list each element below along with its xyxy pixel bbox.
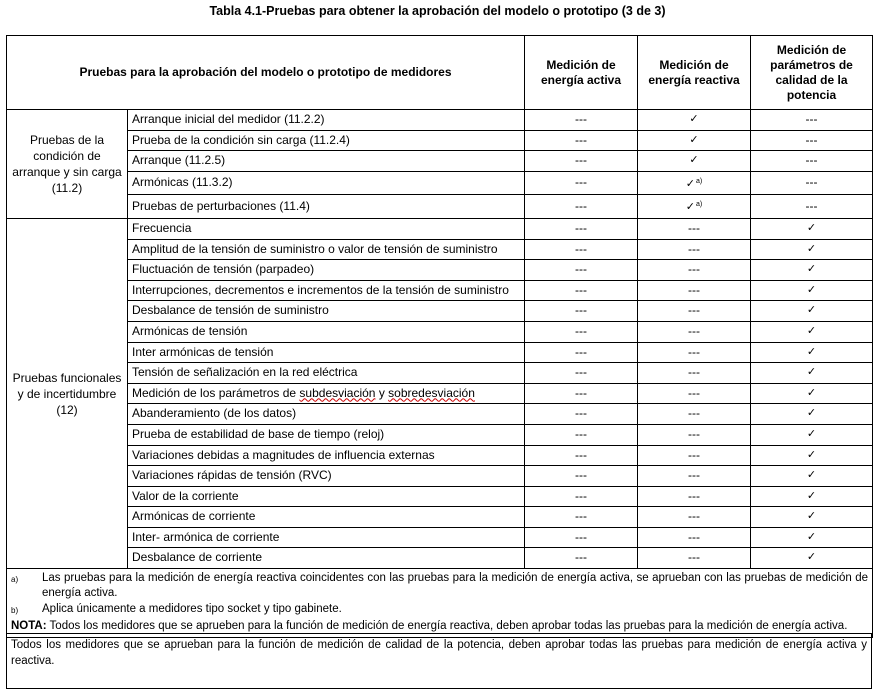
- active-value: ---: [525, 239, 638, 260]
- check-icon: ✓: [806, 448, 817, 461]
- table-row: [7, 301, 873, 322]
- table-row: [7, 424, 873, 445]
- test-name: Pruebas de perturbaciones (11.4): [128, 195, 525, 219]
- footnote-ref: a): [696, 201, 703, 209]
- reactive-value: ---: [638, 424, 751, 445]
- table-row: [7, 239, 873, 260]
- check-icon: ✓: [806, 489, 817, 502]
- check-icon: ✓: [806, 345, 817, 358]
- check-icon: ✓: [806, 386, 817, 399]
- quality-value: [751, 280, 873, 301]
- table-row: [7, 110, 873, 131]
- group-label-functional-uncertainty: Pruebas funcionales y de incertidumbre (12): [7, 218, 128, 568]
- reactive-value: [638, 171, 751, 195]
- nota-text: Todos los medidores que se aprueben para la función de medición de energía reactiva, deben aprobar todas las pruebas para la medición de energía activa.: [46, 620, 848, 633]
- footnote-a: [11, 571, 868, 601]
- reactive-value: [638, 130, 751, 151]
- header-row: [7, 36, 873, 110]
- reactive-value: ---: [638, 342, 751, 363]
- table-row: [7, 130, 873, 151]
- reactive-value: ---: [638, 218, 751, 239]
- table-row: [7, 404, 873, 425]
- footnote-b: [11, 602, 868, 618]
- active-value: ---: [525, 321, 638, 342]
- active-value: ---: [525, 195, 638, 219]
- test-name: Arranque (11.2.5): [128, 151, 525, 172]
- nota-label: NOTA:: [11, 620, 47, 633]
- footnote-mark: a): [11, 575, 19, 585]
- test-name: Interrupciones, decrementos e incrementos de la tensión de suministro: [128, 280, 525, 301]
- quality-value: [751, 424, 873, 445]
- test-name: Abanderamiento (de los datos): [128, 404, 525, 425]
- header-reactive-energy: Medición de energía reactiva: [638, 36, 751, 110]
- test-name: Prueba de estabilidad de base de tiempo (reloj): [128, 424, 525, 445]
- reactive-value: ---: [638, 548, 751, 569]
- header-tests: Pruebas para la aprobación del modelo o prototipo de medidores: [7, 36, 525, 110]
- table-row: [7, 466, 873, 487]
- quality-value: ---: [751, 110, 873, 131]
- reactive-value: ---: [638, 486, 751, 507]
- active-value: ---: [525, 151, 638, 172]
- check-icon: ✓: [806, 407, 817, 420]
- active-value: ---: [525, 466, 638, 487]
- active-value: ---: [525, 110, 638, 131]
- reactive-value: ---: [638, 527, 751, 548]
- quality-value: ---: [751, 195, 873, 219]
- reactive-value: ---: [638, 507, 751, 528]
- active-value: ---: [525, 301, 638, 322]
- quality-value: [751, 548, 873, 569]
- header-active-energy: Medición de energía activa: [525, 36, 638, 110]
- table-row: [7, 383, 873, 404]
- footnote-text: Las pruebas para la medición de energía reactiva coincidentes con las pruebas para la medición de energía activa, se aprueban con las pruebas de medición de energía activa.: [42, 572, 869, 600]
- active-value: ---: [525, 548, 638, 569]
- check-icon: ✓: [806, 469, 817, 482]
- test-name: Armónicas de tensión: [128, 321, 525, 342]
- notes-row: [7, 569, 873, 638]
- quality-value: [751, 486, 873, 507]
- reactive-value: ---: [638, 280, 751, 301]
- test-name: Arranque inicial del medidor (11.2.2): [128, 110, 525, 131]
- quality-value: [751, 301, 873, 322]
- reactive-value: ---: [638, 321, 751, 342]
- table-row: [7, 218, 873, 239]
- check-icon: ✓: [806, 510, 817, 523]
- active-value: ---: [525, 527, 638, 548]
- reactive-value: ---: [638, 404, 751, 425]
- test-name: Inter armónicas de tensión: [128, 342, 525, 363]
- check-icon: ✓: [689, 113, 699, 125]
- test-name: Frecuencia: [128, 218, 525, 239]
- spellcheck-word: subdesviación: [299, 385, 376, 400]
- active-value: ---: [525, 218, 638, 239]
- quality-value: ---: [751, 171, 873, 195]
- test-name: Armónicas (11.3.2): [128, 171, 525, 195]
- check-icon: ✓: [806, 221, 817, 234]
- table-row: [7, 527, 873, 548]
- check-icon: ✓: [685, 201, 695, 214]
- quality-value: [751, 321, 873, 342]
- reactive-value: [638, 151, 751, 172]
- check-icon: ✓: [685, 177, 695, 190]
- check-icon: ✓: [806, 324, 817, 337]
- quality-value: [751, 260, 873, 281]
- test-name: Valor de la corriente: [128, 486, 525, 507]
- quality-value: ---: [751, 130, 873, 151]
- test-name-mid: y: [375, 385, 389, 400]
- active-value: ---: [525, 424, 638, 445]
- active-value: ---: [525, 130, 638, 151]
- check-icon: ✓: [806, 530, 817, 543]
- active-value: ---: [525, 383, 638, 404]
- quality-value: [751, 404, 873, 425]
- footnote-ref: a): [696, 177, 703, 185]
- table-row: [7, 321, 873, 342]
- quality-value: [751, 218, 873, 239]
- table-row: [7, 171, 873, 195]
- test-name: [128, 383, 525, 404]
- check-icon: ✓: [689, 154, 699, 167]
- test-name-prefix: Medición de los parámetros de: [132, 385, 300, 400]
- nota: [11, 619, 868, 634]
- reactive-value: [638, 195, 751, 219]
- quality-value: [751, 342, 873, 363]
- test-name: Inter- armónica de corriente: [128, 527, 525, 548]
- active-value: ---: [525, 445, 638, 466]
- table-title: Tabla 4.1-Pruebas para obtener la aprobación del modelo o prototipo (3 de 3): [209, 4, 666, 18]
- check-icon: ✓: [806, 551, 817, 564]
- test-name: Prueba de la condición sin carga (11.2.4): [128, 130, 525, 151]
- reactive-value: ---: [638, 445, 751, 466]
- approval-tests-table: [6, 35, 873, 638]
- check-icon: ✓: [806, 304, 817, 317]
- reactive-value: [638, 110, 751, 131]
- active-value: ---: [525, 363, 638, 384]
- spellcheck-word: sobredesviación: [388, 385, 475, 400]
- table-row: [7, 445, 873, 466]
- quality-value: [751, 363, 873, 384]
- quality-value: ---: [751, 151, 873, 172]
- active-value: ---: [525, 260, 638, 281]
- active-value: ---: [525, 171, 638, 195]
- active-value: ---: [525, 342, 638, 363]
- check-icon: ✓: [806, 427, 817, 440]
- test-name: Fluctuación de tensión (parpadeo): [128, 260, 525, 281]
- active-value: ---: [525, 404, 638, 425]
- reactive-value: ---: [638, 260, 751, 281]
- table-row: [7, 280, 873, 301]
- test-name: Variaciones debidas a magnitudes de influencia externas: [128, 445, 525, 466]
- check-icon: ✓: [806, 263, 817, 276]
- check-icon: ✓: [806, 366, 817, 379]
- reactive-value: ---: [638, 301, 751, 322]
- quality-value: [751, 507, 873, 528]
- header-power-quality: Medición de parámetros de calidad de la potencia: [751, 36, 873, 110]
- test-name: Desbalance de tensión de suministro: [128, 301, 525, 322]
- quality-value: [751, 466, 873, 487]
- reactive-value: ---: [638, 383, 751, 404]
- footnote-text: Aplica únicamente a medidores tipo socket y tipo gabinete.: [42, 603, 342, 616]
- table-row: [7, 507, 873, 528]
- table-row: [7, 363, 873, 384]
- reactive-value: ---: [638, 466, 751, 487]
- group-label-start-no-load: Pruebas de la condición de arranque y sin carga (11.2): [7, 110, 128, 219]
- reactive-value: ---: [638, 363, 751, 384]
- active-value: ---: [525, 486, 638, 507]
- table-row: [7, 151, 873, 172]
- quality-value: [751, 383, 873, 404]
- footnote-mark: b): [11, 606, 19, 616]
- table-row: [7, 486, 873, 507]
- test-name: Variaciones rápidas de tensión (RVC): [128, 466, 525, 487]
- table-row: [7, 260, 873, 281]
- test-name: Tensión de señalización en la red eléctrica: [128, 363, 525, 384]
- table-row: [7, 195, 873, 219]
- active-value: ---: [525, 280, 638, 301]
- footnotes-block: [7, 569, 873, 638]
- check-icon: ✓: [806, 242, 817, 255]
- table-row: [7, 548, 873, 569]
- quality-value: [751, 445, 873, 466]
- reactive-value: ---: [638, 239, 751, 260]
- table-row: [7, 342, 873, 363]
- test-name: Amplitud de la tensión de suministro o valor de tensión de suministro: [128, 239, 525, 260]
- check-icon: ✓: [689, 133, 699, 146]
- quality-value: [751, 527, 873, 548]
- check-icon: ✓: [806, 283, 817, 296]
- quality-value: [751, 239, 873, 260]
- test-name: Desbalance de corriente: [128, 548, 525, 569]
- active-value: ---: [525, 507, 638, 528]
- test-name: Armónicas de corriente: [128, 507, 525, 528]
- quality-note-box: Todos los medidores que se aprueban para la función de medición de calidad de la potencia, deben aprobar todas las pruebas para medición de energía activa y reactiva.: [6, 633, 872, 689]
